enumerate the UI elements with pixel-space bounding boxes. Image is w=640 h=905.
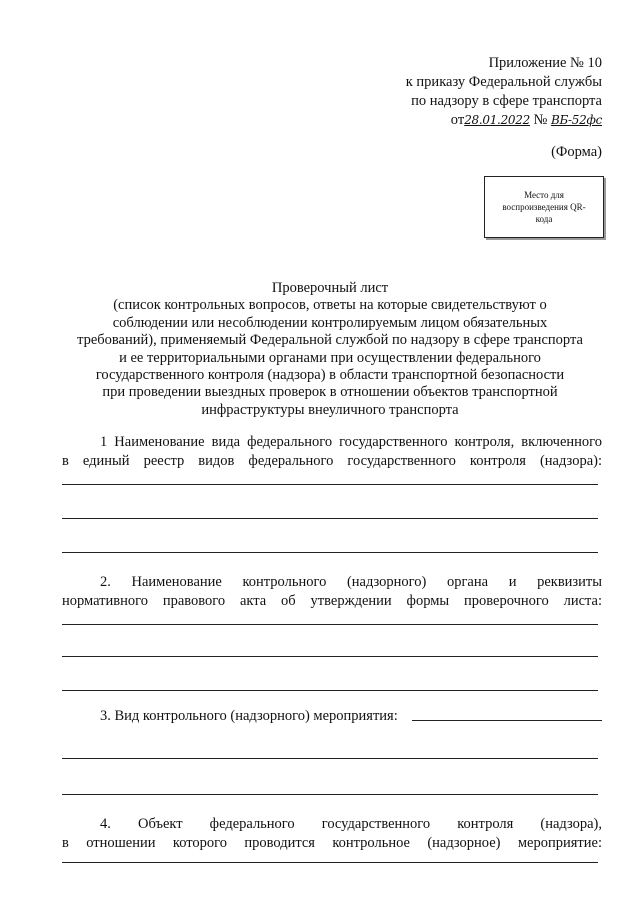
number-prefix: №	[533, 112, 548, 128]
item-4-line-2: в отношении которого проводится контрольное (надзорное) мероприятие:	[62, 835, 602, 851]
answer-line-4a[interactable]	[62, 862, 598, 863]
answer-line-2c[interactable]	[62, 690, 598, 691]
title-line-7: инфраструктуры внеуличного транспорта	[201, 401, 459, 418]
answer-line-2b[interactable]	[62, 656, 598, 657]
title-heading: Проверочный лист	[271, 280, 389, 296]
item-3-label: 3. Вид контрольного (надзорного) мероприятия:	[100, 708, 398, 724]
item-2-line-2: нормативного правового акта об утверждении формы проверочного листа:	[62, 593, 602, 609]
title-line-2: соблюдении или несоблюдении контролируемым лицом обязательных	[112, 314, 548, 331]
item-1-line-1: 1 Наименование вида федерального государственного контроля, включенного	[100, 434, 602, 450]
answer-line-1b[interactable]	[62, 518, 598, 519]
date-prefix: от	[450, 112, 465, 128]
title-line-4: и ее территориальными органами при осуществлении федерального	[119, 349, 541, 366]
item-1	[62, 433, 602, 471]
handwritten-date: 28.01.2022	[464, 113, 530, 127]
title-line-1: (список контрольных вопросов, ответы на которые свидетельствуют о	[113, 297, 547, 314]
answer-line-2a[interactable]	[62, 624, 598, 625]
answer-line-1c[interactable]	[62, 552, 598, 553]
appendix-header	[406, 54, 602, 130]
qr-code-placeholder	[484, 176, 604, 238]
qr-placeholder-text: Место для воспроизведения QR-кода	[502, 190, 586, 224]
item-1-line-2: в единый реестр видов федерального государственного контроля (надзора):	[62, 453, 602, 469]
appendix-number: Приложение № 10	[488, 55, 602, 71]
handwritten-number: ВБ-52фс	[551, 113, 602, 127]
title-line-6: при проведении выездных проверок в отношении объектов транспортной	[102, 384, 558, 401]
title-line-5: государственного контроля (надзора) в области транспортной безопасности	[95, 367, 565, 384]
item-2-line-1: 2. Наименование контрольного (надзорного) органа и реквизиты	[100, 574, 602, 590]
item-4	[62, 815, 602, 853]
checklist-title	[60, 280, 600, 419]
item-3	[62, 707, 412, 726]
answer-line-3c[interactable]	[62, 794, 598, 795]
order-line-1: к приказу Федеральной службы	[405, 74, 602, 90]
order-line-2: по надзору в сфере транспорта	[411, 93, 602, 109]
item-4-line-1: 4. Объект федерального государственного контроля (надзора),	[100, 816, 602, 832]
order-reference	[451, 111, 602, 130]
item-2	[62, 573, 602, 611]
answer-line-3-inline[interactable]	[412, 720, 602, 721]
answer-line-1a[interactable]	[62, 484, 598, 485]
title-line-3: требований), применяемый Федеральной службой по надзору в сфере транспорта	[77, 332, 583, 349]
answer-line-3b[interactable]	[62, 758, 598, 759]
form-label: (Форма)	[551, 144, 602, 160]
